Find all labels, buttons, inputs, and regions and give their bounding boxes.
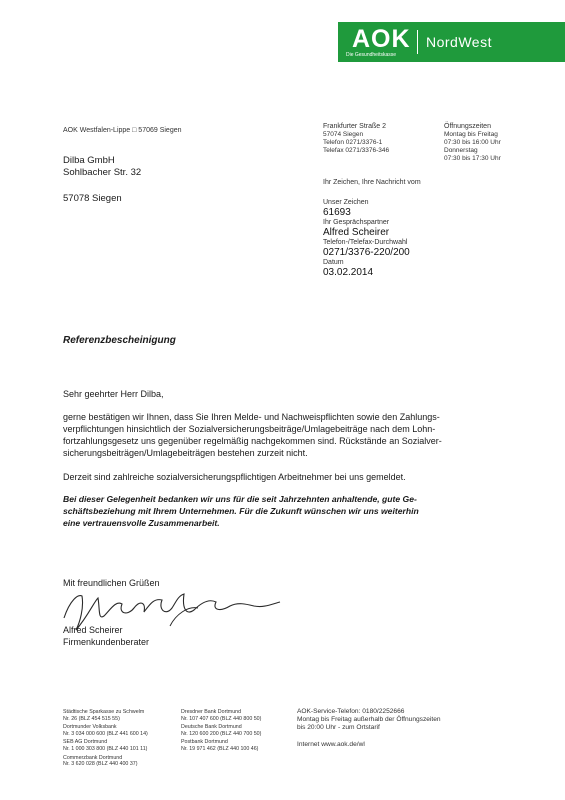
- para3-line: eine vertrauensvolle Zusammenarbeit.: [63, 518, 220, 528]
- office-street: Frankfurter Straße 2: [323, 123, 387, 130]
- bank-line: Nr. 3 620 028 (BLZ 440 400 37): [63, 761, 138, 768]
- footer-banks-2: [181, 709, 261, 753]
- opening-hours: [444, 123, 501, 163]
- hours-line2: 07:30 bis 16:00 Uhr: [444, 139, 501, 146]
- bank-line: Nr. 120 600 200 (BLZ 440 700 50): [181, 730, 262, 737]
- bank-line: Commerzbank Dortmund: [63, 754, 123, 761]
- footer-service: [297, 708, 441, 749]
- para1-line: verpflichtungen hinsichtlich der Sozialversicherungsbeiträge/Umlagebeiträge nach dem Lohn-: [63, 424, 436, 434]
- paragraph-thanks: [63, 493, 513, 529]
- closing: Mit freundlichen Grüßen: [63, 578, 160, 588]
- office-phone: Telefon 0271/3376-1: [323, 139, 383, 146]
- logo-brand: AOK: [352, 25, 411, 53]
- footer-banks-1: [63, 709, 148, 768]
- direct-value: 0271/3376-220/200: [323, 247, 410, 258]
- logo-region: NordWest: [426, 34, 492, 50]
- recipient-address: [63, 155, 141, 205]
- para1-line: sicherungsbeiträgen/Umlagebeiträgen bestehen zurzeit nicht.: [63, 448, 308, 458]
- bank-line: Nr. 26 (BLZ 454 515 55): [63, 715, 120, 722]
- signer-block: [63, 624, 149, 648]
- service-line: Montag bis Freitag außerhalb der Öffnungszeiten: [297, 716, 441, 723]
- signer-role: Firmenkundenberater: [63, 637, 150, 647]
- service-line: bis 20:00 Uhr - zum Ortstarif: [297, 724, 380, 731]
- hours-line3: Donnerstag: [444, 147, 478, 154]
- direct-label: Telefon-/Telefax-Durchwahl: [323, 239, 408, 246]
- logo-tagline: Die Gesundheitskasse: [346, 52, 397, 58]
- sender-line: AOK Westfalen-Lippe □ 57069 Siegen: [63, 127, 182, 134]
- logo-divider: [417, 30, 418, 54]
- bank-line: Dresdner Bank Dortmund: [181, 709, 242, 715]
- bank-line: Dortmunder Volksbank: [63, 724, 117, 731]
- bank-line: Nr. 107 407 600 (BLZ 440 800 50): [181, 715, 262, 722]
- hours-line1: Montag bis Freitag: [444, 131, 498, 138]
- office-address: [323, 123, 389, 155]
- signer-name: Alfred Scheirer: [63, 625, 123, 635]
- contact-value: Alfred Scheirer: [323, 227, 390, 238]
- paragraph-employees: Derzeit sind zahlreiche sozialversicherungspflichtigen Arbeitnehmer bei uns gemeldet.: [63, 472, 406, 482]
- bank-line: Nr. 1 000 303 800 (BLZ 440 101 11): [63, 745, 148, 752]
- bank-line: Städtische Sparkasse zu Schwelm: [63, 709, 145, 715]
- bank-line: Nr. 3 034 000 600 (BLZ 441 600 14): [63, 730, 148, 737]
- bank-line: Nr. 19 971 462 (BLZ 440 100 46): [181, 745, 259, 752]
- para3-line: Bei dieser Gelegenheit bedanken wir uns für die seit Jahrzehnten anhaltende, gute Ge-: [63, 494, 417, 504]
- office-fax: Telefax 0271/3376-346: [323, 147, 390, 154]
- paragraph-confirmation: [63, 411, 503, 459]
- date-value: 03.02.2014: [323, 267, 374, 278]
- your-ref-label: Ihr Zeichen, Ihre Nachricht vom: [323, 179, 421, 186]
- reference-block: [323, 178, 421, 278]
- salutation: Sehr geehrter Herr Dilba,: [63, 389, 164, 399]
- our-ref-label: Unser Zeichen: [323, 199, 369, 206]
- recipient-street: Sohlbacher Str. 32: [63, 167, 142, 178]
- our-ref-value: 61693: [323, 207, 351, 218]
- recipient-city: 57078 Siegen: [63, 193, 122, 204]
- bank-line: Deutsche Bank Dortmund: [181, 724, 242, 731]
- aok-logo: [338, 22, 565, 62]
- subject: Referenzbescheinigung: [63, 335, 176, 346]
- recipient-company: Dilba GmbH: [63, 155, 115, 166]
- hours-title: Öffnungszeiten: [444, 123, 491, 130]
- para1-line: gerne bestätigen wir Ihnen, dass Sie Ihren Melde- und Nachweispflichten sowie den Zahlungs-: [63, 412, 440, 422]
- para3-line: schäftsbeziehung mit Ihrem Unternehmen. Für die Zukunft wünschen wir uns weiterhin: [63, 506, 419, 516]
- contact-label: Ihr Gesprächspartner: [323, 219, 390, 226]
- internet-line[interactable]: Internet www.aok.de/wl: [297, 741, 365, 748]
- service-line: AOK-Service-Telefon: 0180/2252666: [297, 708, 405, 715]
- para1-line: fortzahlungsgesetz uns gegenüber regelmäßig nachgekommen sind. Rückstände an Sozialver-: [63, 436, 442, 446]
- bank-line: SEB AG Dortmund: [63, 739, 108, 746]
- date-label: Datum: [323, 259, 344, 266]
- office-city: 57074 Siegen: [323, 131, 364, 138]
- hours-line4: 07:30 bis 17:30 Uhr: [444, 155, 501, 162]
- bank-line: Postbank Dortmund: [181, 739, 228, 746]
